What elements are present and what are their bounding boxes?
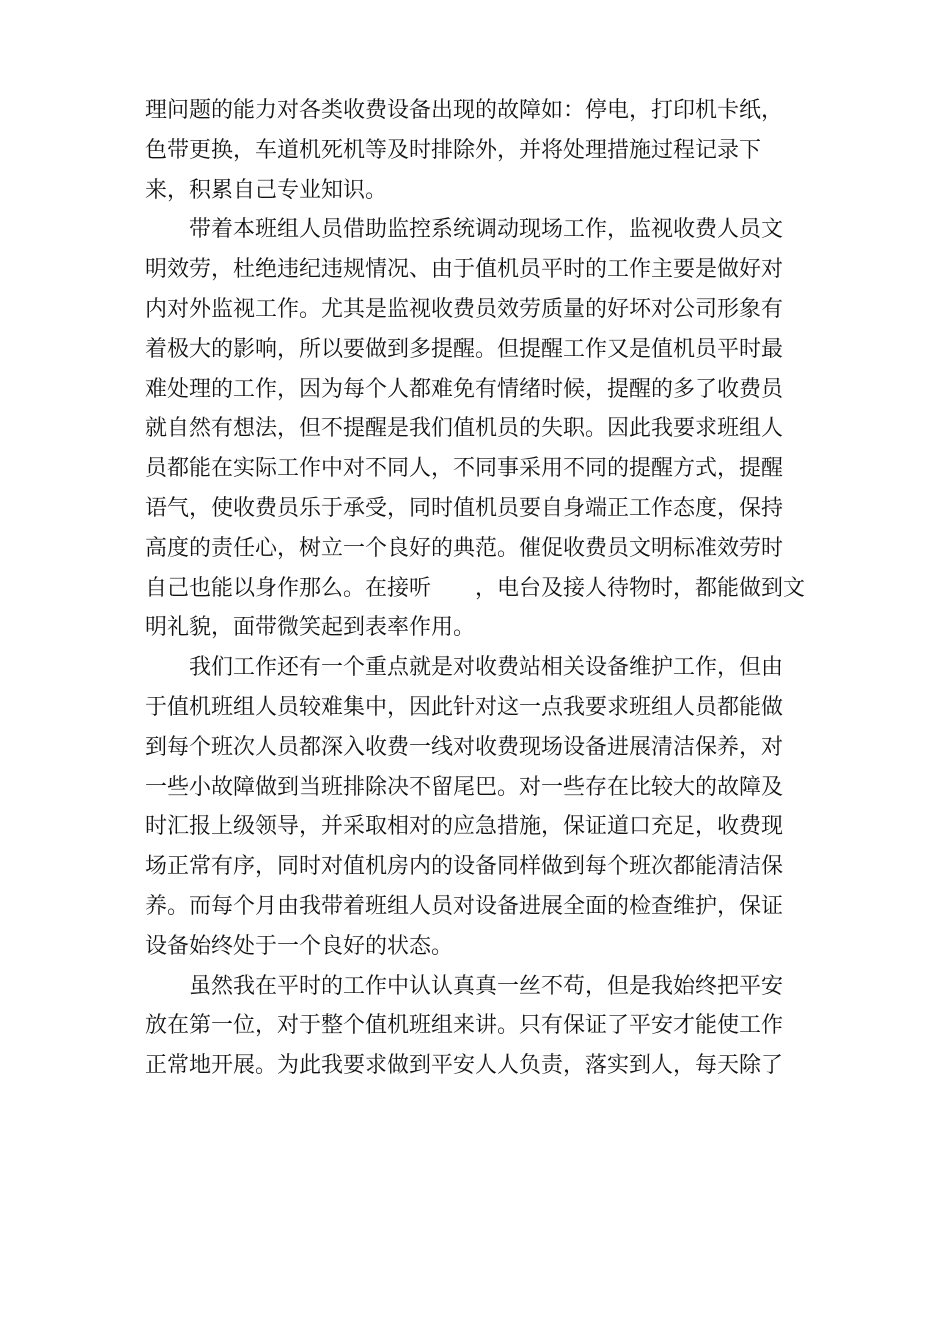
text-line: 难处理的工作，因为每个人都难免有情绪时候，提醒的多了收费员 (145, 376, 784, 402)
text-line: 就自然有想法，但不提醒是我们值机员的失职。因此我要求班组人 (145, 416, 784, 442)
text-line: 内对外监视工作。尤其是监视收费员效劳质量的好坏对公司形象有 (145, 296, 784, 322)
text-line: 正常地开展。为此我要求做到平安人人负责，落实到人，每天除了 (145, 1053, 784, 1079)
text-line: 设备始终处于一个良好的状态。 (145, 933, 454, 959)
text-line: 虽然我在平时的工作中认认真真一丝不苟，但是我始终把平安 (189, 973, 784, 999)
document-body (145, 91, 810, 1086)
text-line: 我们工作还有一个重点就是对收费站相关设备维护工作，但由 (189, 655, 784, 681)
text-line: 员都能在实际工作中对不同人，不同事采用不同的提醒方式，提醒 (145, 456, 784, 482)
paragraph-2 (145, 210, 810, 648)
text-line: 养。而每个月由我带着班组人员对设备进展全面的检查维护，保证 (145, 893, 784, 919)
text-line: 理问题的能力对各类收费设备出现的故障如：停电，打印机卡纸， (145, 98, 784, 123)
text-line: 放在第一位，对于整个值机班组来讲。只有保证了平安才能使工作 (145, 1013, 784, 1039)
text-line: 着极大的影响，所以要做到多提醒。但提醒工作又是值机员平时最 (145, 336, 784, 362)
text-line: 明礼貌，面带微笑起到表率作用。 (145, 615, 476, 641)
text-line: 于值机班组人员较难集中，因此针对这一点我要求班组人员都能做 (145, 694, 784, 720)
paragraph-1 (145, 91, 810, 210)
paragraph-3 (145, 648, 810, 966)
text-line: 一些小故障做到当班排除决不留尾巴。对一些存在比较大的故障及 (145, 774, 784, 800)
text-line: 语气，使收费员乐于承受，同时值机员要自身端正工作态度，保持 (145, 495, 784, 521)
text-line: 场正常有序，同时对值机房内的设备同样做到每个班次都能清洁保 (145, 854, 784, 880)
text-line: 带着本班组人员借助监控系统调动现场工作，监视收费人员文 (189, 217, 784, 243)
text-line: 色带更换，车道机死机等及时排除外，并将处理措施过程记录下 (145, 137, 762, 163)
text-line: 时汇报上级领导，并采取相对的应急措施，保证道口充足，收费现 (145, 814, 784, 840)
text-line: 明效劳，杜绝违纪违规情况、由于值机员平时的工作主要是做好对 (145, 257, 784, 283)
text-line: 到每个班次人员都深入收费一线对收费现场设备进展清洁保养，对 (145, 734, 784, 760)
text-line: 高度的责任心，树立一个良好的典范。催促收费员文明标准效劳时 (145, 535, 784, 561)
text-line: 来，积累自己专业知识。 (145, 177, 388, 203)
text-line: 自己也能以身作那么。在接听 ，电台及接人待物时，都能做到文 (145, 575, 806, 601)
paragraph-4 (145, 967, 810, 1086)
